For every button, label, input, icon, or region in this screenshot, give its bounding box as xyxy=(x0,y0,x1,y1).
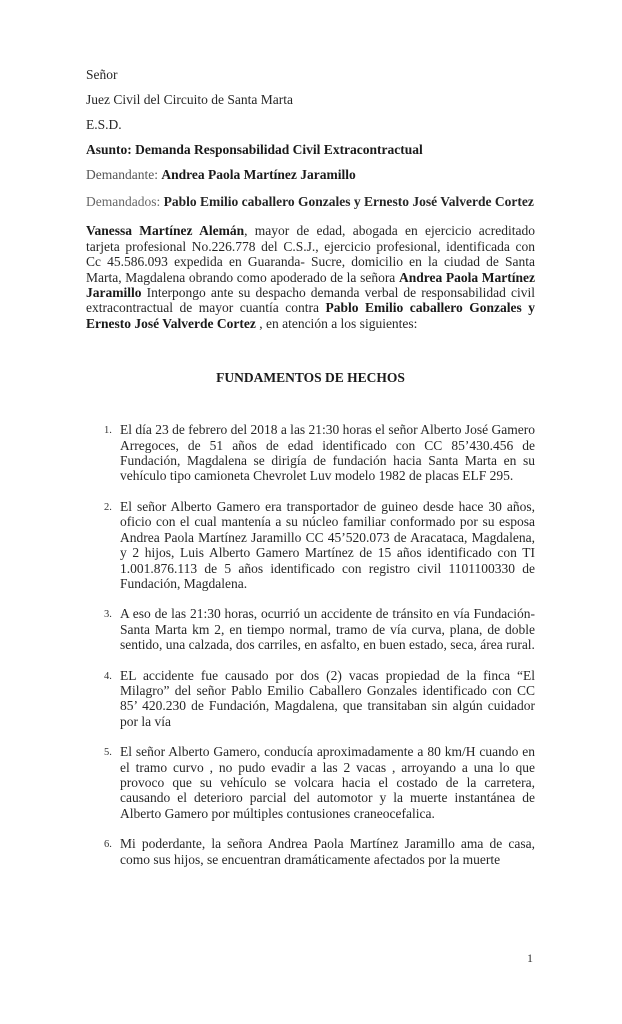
plaintiff-line xyxy=(86,166,535,191)
esd-line: E.S.D. xyxy=(86,117,122,132)
fact-text: El señor Alberto Gamero, conducía aproximadamente a 80 km/H cuando en el tramo curvo , no pudo evadir a las 2 vacas , arroyando a una lo que provoco que su vehículo se volcara hacia el costado de la carretera, causando el deterioro parcial del automotor y la muerte instantánea de Alberto Gamero por múltiples contusiones craneocefalica. xyxy=(120,744,535,821)
defendants-names: Pablo Emilio caballero Gonzales y Ernesto José Valverde Cortez xyxy=(163,194,534,209)
fact-number: 5. xyxy=(104,747,112,759)
facts-list xyxy=(86,422,535,867)
intro-text-3: , en atención a los siguientes: xyxy=(255,315,418,331)
subject-text: Demanda Responsabilidad Civil Extracontractual xyxy=(135,142,423,157)
intro-text-2: Interpongo ante su despacho demanda verbal de responsabilidad civil extracontractual de mayor cuantía contra xyxy=(86,285,535,316)
fact-item xyxy=(86,606,535,652)
defendants-label: Demandados: xyxy=(86,194,164,209)
section-title: FUNDAMENTOS DE HECHOS xyxy=(216,370,405,386)
subject-label: Asunto: xyxy=(86,142,136,157)
defendants-line xyxy=(86,194,535,209)
client-name: Andrea Paola Martínez Jaramillo xyxy=(86,269,535,301)
intro-paragraph xyxy=(86,223,535,331)
fact-item xyxy=(86,422,535,484)
fact-number: 6. xyxy=(104,839,112,851)
intro-text-1: , mayor de edad, abogada en ejercicio acreditado tarjeta profesional No.226.778 del C.S.J., ejercicio profesional, identificada con Cc 45.586.093 expedida en Guaranda- Sucre, domicilio en la ciudad de Santa Marta, Magdalena obrando como apoderado de la señora xyxy=(86,223,535,285)
intro-defendants: Pablo Emilio caballero Gonzales y Ernesto José Valverde Cortez xyxy=(86,300,535,331)
page-number: 1 xyxy=(527,951,533,965)
fact-number: 4. xyxy=(104,670,112,682)
fact-item xyxy=(86,744,535,821)
fact-text: EL accidente fue causado por dos (2) vacas propiedad de la finca “El Milagro” del señor Pablo Emilio Caballero Gonzales identificado con CC 85’ 420.230 de Fundación, Magdalena, que transitaban sin algún cuidador por la vía xyxy=(120,667,535,729)
fact-text: Mi poderdante, la señora Andrea Paola Martínez Jaramillo ama de casa, como sus hijos, se encuentran dramáticamente afectados por la muerte xyxy=(120,836,535,867)
plaintiff-name: Andrea Paola Martínez Jaramillo xyxy=(161,167,356,182)
subject-line xyxy=(86,141,535,166)
fact-number: 1. xyxy=(104,425,112,437)
fact-item xyxy=(86,499,535,591)
fact-text: A eso de las 21:30 horas, ocurrió un accidente de tránsito en vía Fundación-Santa Marta km 2, en tiempo normal, tramo de vía curva, plana, de doble sentido, una calzada, dos carriles, en asfalto, en buen estado, seca, área rural. xyxy=(120,606,535,653)
fact-text: El día 23 de febrero del 2018 a las 21:30 horas el señor Alberto José Gamero Arregoces, de 51 años de edad identificado con CC 85’430.456 de Fundación, Magdalena se dirigía de fundación hacia Santa Marta en su vehículo tipo camioneta Chevrolet Luv modelo 1982 de placas ELF 295. xyxy=(120,422,536,484)
fact-number: 3. xyxy=(104,609,112,621)
salutation: Señor xyxy=(86,67,118,82)
document-body xyxy=(86,66,535,882)
fact-item xyxy=(86,668,535,730)
addressee: Juez Civil del Circuito de Santa Marta xyxy=(86,92,293,107)
fact-item xyxy=(86,836,535,867)
fact-text: El señor Alberto Gamero era transportador de guineo desde hace 30 años, oficio con el cual mantenía a su núcleo familiar conformado por su esposa Andrea Paola Martínez Jaramillo CC 45’520.073 de Aracataca, Magdalena, y 2 hijos, Luis Alberto Gamero Martínez de 15 años identificado con TI 1.001.876.113 de 5 años identificado con registro civil 1101100330 de Fundación, Magdalena. xyxy=(120,498,535,591)
plaintiff-label: Demandante: xyxy=(86,167,162,182)
attorney-name: Vanessa Martínez Alemán xyxy=(86,223,245,239)
fact-number: 2. xyxy=(104,501,112,513)
